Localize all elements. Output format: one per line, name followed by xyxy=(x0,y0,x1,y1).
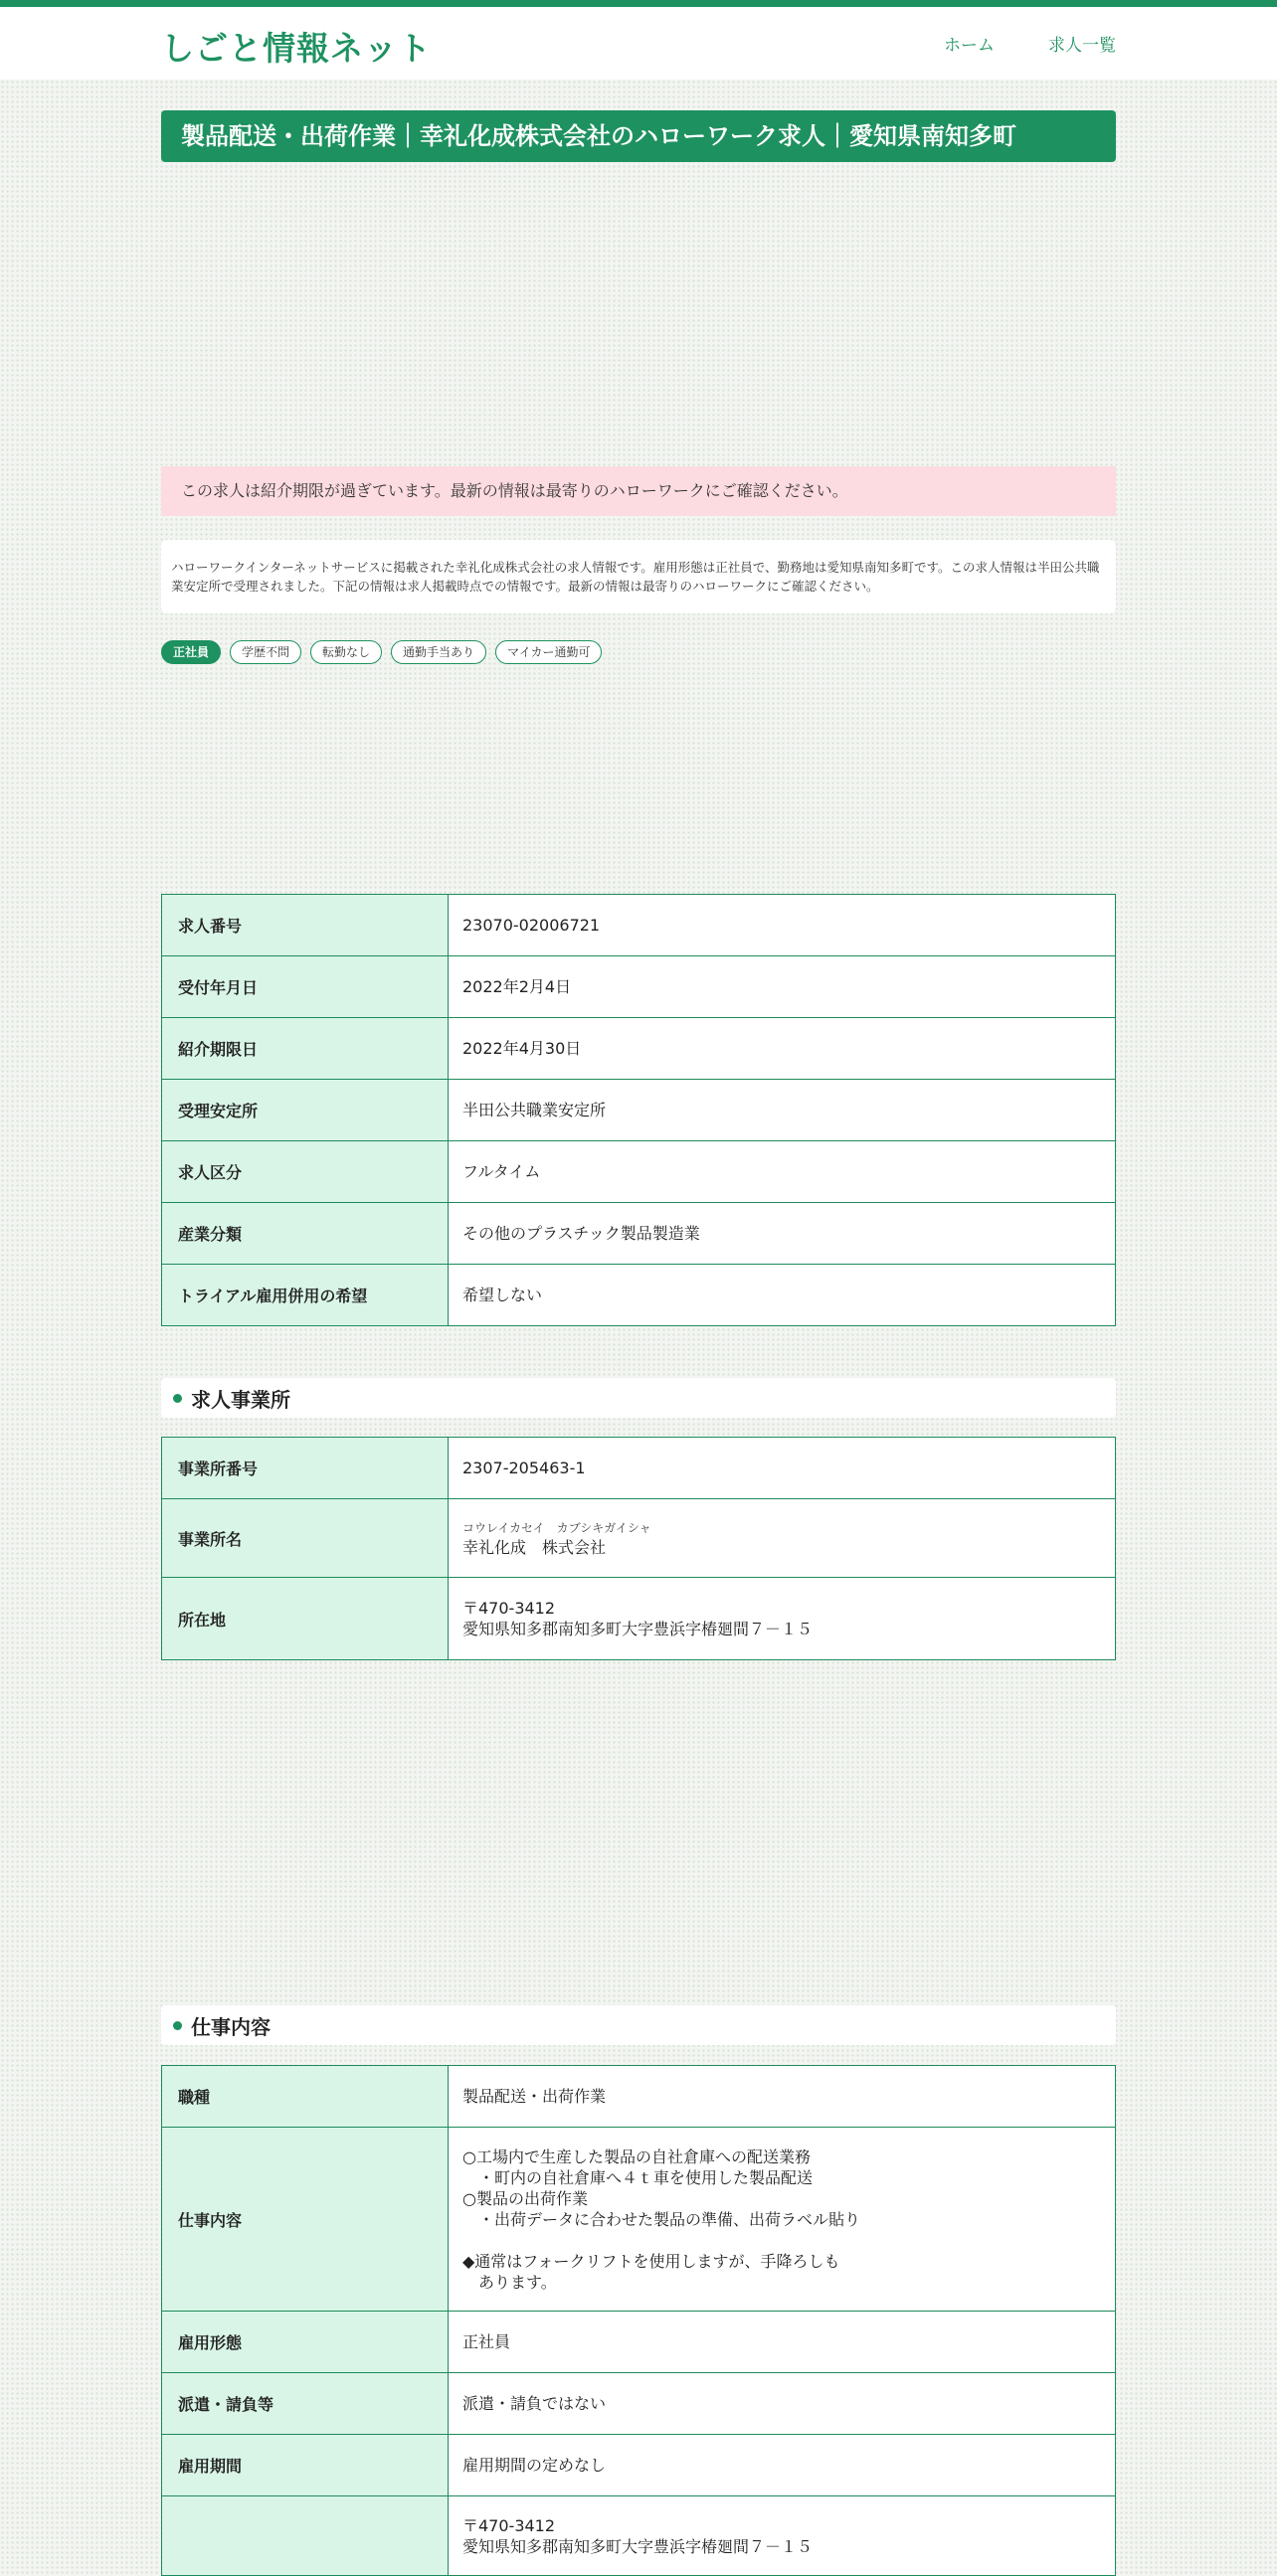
office-value: 半田公共職業安定所 xyxy=(449,1080,1116,1141)
bullet-dot-icon xyxy=(173,1394,182,1403)
job-description-summary: ハローワークインターネットサービスに掲載された幸礼化成株式会社の求人情報です。雇用形態は正社員で、勤務地は愛知県南知多町です。この求人情報は半田公共職業安定所で受理されました。下記の情報は求人掲載時点での情報です。最新の情報は最寄りのハローワークにご確認ください。 xyxy=(161,540,1116,613)
section-title: 仕事内容 xyxy=(191,2014,271,2039)
table-row xyxy=(162,2066,1116,2128)
row-label: 受付年月日 xyxy=(162,956,449,1018)
job-content-line: ・町内の自社倉庫へ４ｔ車を使用した製品配送 xyxy=(462,2167,814,2187)
table-row xyxy=(162,895,1116,956)
table-row xyxy=(162,1438,1116,1499)
section-title: 求人事業所 xyxy=(191,1387,290,1412)
company-table xyxy=(161,1437,1116,1660)
row-label: 求人番号 xyxy=(162,895,449,956)
table-row xyxy=(162,2312,1116,2373)
address-cell xyxy=(449,1578,1116,1660)
table-row xyxy=(162,1578,1116,1660)
row-label: 求人区分 xyxy=(162,1141,449,1203)
table-row xyxy=(162,1141,1116,1203)
workplace-postal-code: 〒470-3412 xyxy=(462,2515,556,2535)
period-value: 雇用期間の定めなし xyxy=(449,2435,1116,2496)
row-label: 事業所番号 xyxy=(162,1438,449,1499)
job-section-heading xyxy=(161,2005,1116,2045)
tag-education: 学歴不問 xyxy=(230,640,301,664)
job-content-line xyxy=(462,2230,1101,2251)
office-name-kana: コウレイカセイ カブシキガイシャ xyxy=(462,1520,651,1535)
row-label: 事業所名 xyxy=(162,1499,449,1578)
office-name-cell xyxy=(449,1499,1116,1578)
job-number-value: 23070-02006721 xyxy=(449,895,1116,956)
main-nav xyxy=(944,31,1116,56)
table-row xyxy=(162,1203,1116,1265)
received-date-value: 2022年2月4日 xyxy=(449,956,1116,1018)
job-content-line: ◆通常はフォークリフトを使用しますが、手降ろしも xyxy=(462,2251,840,2271)
row-label: 派遣・請負等 xyxy=(162,2373,449,2435)
industry-value: その他のプラスチック製品製造業 xyxy=(449,1203,1116,1265)
company-section-heading xyxy=(161,1378,1116,1418)
deadline-value: 2022年4月30日 xyxy=(449,1018,1116,1080)
table-row xyxy=(162,1018,1116,1080)
tag-list xyxy=(161,640,1116,666)
job-category-value: フルタイム xyxy=(449,1141,1116,1203)
expired-notice: この求人は紹介期限が過ぎています。最新の情報は最寄りのハローワークにご確認ください。 xyxy=(161,466,1116,516)
tag-commute-allowance: 通勤手当あり xyxy=(391,640,486,664)
bullet-dot-icon xyxy=(173,2021,182,2030)
table-row xyxy=(162,2373,1116,2435)
workplace-address-cell xyxy=(449,2496,1116,2576)
tag-employment-type: 正社員 xyxy=(161,640,221,664)
occupation-value: 製品配送・出荷作業 xyxy=(449,2066,1116,2128)
office-name-value: 幸礼化成 株式会社 xyxy=(462,1537,607,1557)
row-label: 職種 xyxy=(162,2066,449,2128)
row-label: 仕事内容 xyxy=(162,2128,449,2312)
address-value: 愛知県知多郡南知多町大字豊浜字椿廻間７－１５ xyxy=(462,1620,814,1638)
job-content-line: ○工場内で生産した製品の自社倉庫への配送業務 xyxy=(462,2147,811,2166)
employment-type-value: 正社員 xyxy=(449,2312,1116,2373)
basic-info-table xyxy=(161,894,1116,1326)
row-label: 雇用形態 xyxy=(162,2312,449,2373)
job-table xyxy=(161,2065,1116,2576)
nav-link-home[interactable]: ホーム xyxy=(944,36,995,56)
job-content-cell xyxy=(449,2128,1116,2312)
table-row xyxy=(162,1080,1116,1141)
site-logo[interactable]: しごと情報ネット xyxy=(161,29,432,68)
row-label: トライアル雇用併用の希望 xyxy=(162,1265,449,1326)
row-label: 受理安定所 xyxy=(162,1080,449,1141)
table-row xyxy=(162,2128,1116,2312)
job-content-line: あります。 xyxy=(462,2272,557,2292)
table-row xyxy=(162,1499,1116,1578)
table-row xyxy=(162,2496,1116,2576)
postal-code: 〒470-3412 xyxy=(462,1599,556,1618)
row-label: 所在地 xyxy=(162,1578,449,1660)
workplace-address-value: 愛知県知多郡南知多町大字豊浜字椿廻間７－１５ xyxy=(462,2536,814,2556)
tag-car-commute: マイカー通勤可 xyxy=(495,640,602,664)
page-title: 製品配送・出荷作業｜幸礼化成株式会社のハローワーク求人｜愛知県南知多町 xyxy=(161,110,1116,162)
row-label: 雇用期間 xyxy=(162,2435,449,2496)
dispatch-value: 派遣・請負ではない xyxy=(449,2373,1116,2435)
top-accent-bar xyxy=(0,0,1277,7)
office-number-value: 2307-205463-1 xyxy=(449,1438,1116,1499)
job-content-line: ・出荷データに合わせた製品の準備、出荷ラベル貼り xyxy=(462,2209,861,2229)
table-row xyxy=(162,1265,1116,1326)
row-label: 紹介期限日 xyxy=(162,1018,449,1080)
table-row xyxy=(162,956,1116,1018)
job-content-line: ○製品の出荷作業 xyxy=(462,2188,588,2208)
tag-no-transfer: 転勤なし xyxy=(310,640,382,664)
site-header xyxy=(0,7,1277,80)
row-label: 産業分類 xyxy=(162,1203,449,1265)
row-label xyxy=(162,2496,449,2576)
nav-link-job-list[interactable]: 求人一覧 xyxy=(1048,36,1116,56)
trial-employment-value: 希望しない xyxy=(449,1265,1116,1326)
table-row xyxy=(162,2435,1116,2496)
